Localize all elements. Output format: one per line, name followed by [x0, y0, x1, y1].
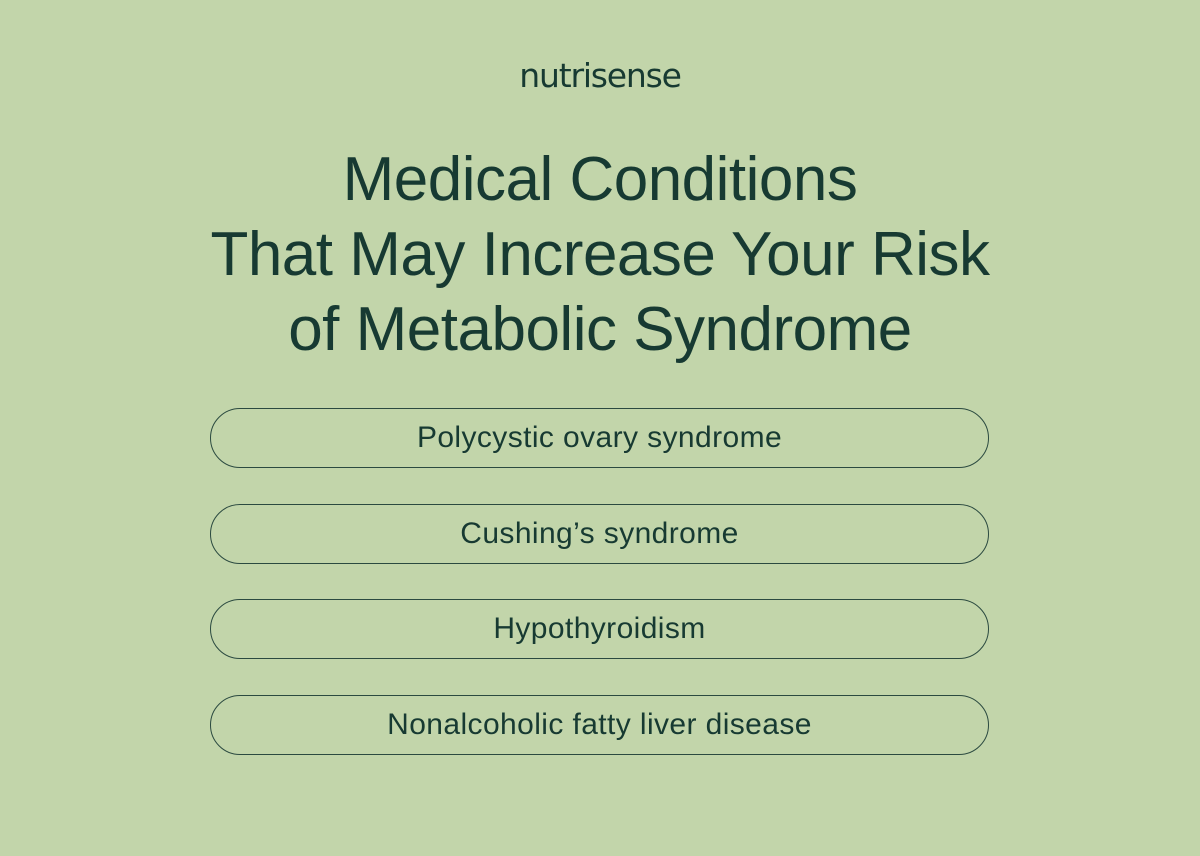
conditions-list	[210, 408, 989, 790]
title-line-2: That May Increase Your Risk	[210, 220, 990, 289]
condition-label: Hypothyroidism	[493, 612, 706, 645]
condition-label: Polycystic ovary syndrome	[416, 421, 783, 454]
condition-pill-pcos	[210, 408, 989, 468]
condition-label: Cushing’s syndrome	[460, 516, 739, 550]
condition-pill-nafld	[210, 695, 989, 755]
title-line-3: of Metabolic Syndrome	[288, 295, 912, 364]
condition-label: Nonalcoholic fatty liver disease	[387, 707, 812, 741]
title-line-1: Medical Conditions	[342, 145, 858, 214]
condition-pill-hypothyroidism	[210, 599, 989, 659]
brand-logo: nutrisense	[519, 56, 681, 95]
page-title	[0, 142, 1200, 367]
condition-pill-cushings	[210, 504, 989, 564]
